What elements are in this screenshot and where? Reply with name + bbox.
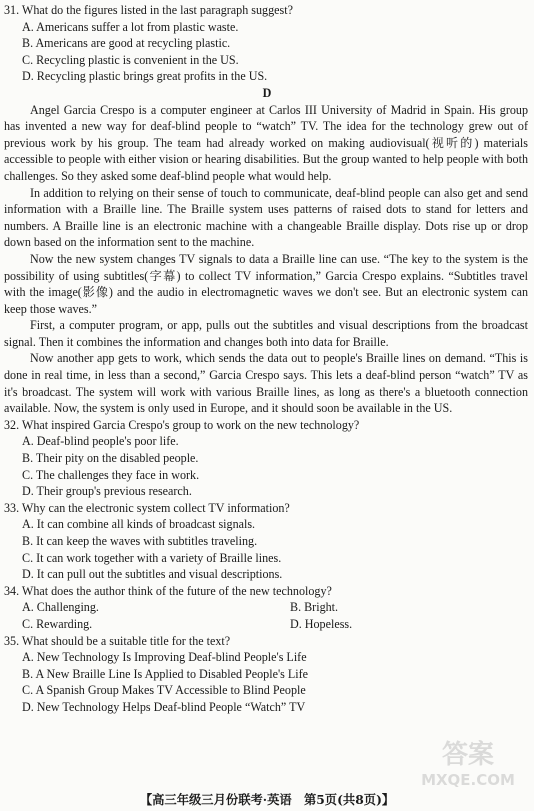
option-32-d: D. Their group's previous research.: [22, 484, 192, 499]
watermark-bottom-text: MXQE.COM: [421, 771, 515, 789]
watermark-logo-icon: [408, 733, 528, 791]
question-35: 35. What should be a suitable title for the text?: [4, 633, 231, 648]
option-33-d: D. It can pull out the subtitles and visual descriptions.: [22, 567, 283, 582]
passage-paragraph-2: In addition to relying on their sense of touch to communicate, deaf-blind people can also get and send information with a Braille line. The Braille system uses patterns of raised dots to stand for letters and numbers. A Braille line is an electronic machine with a changeable Braille display. Dots rise up or drop down based on the information sent to the machine.: [4, 185, 528, 250]
option-32-b: B. Their pity on the disabled people.: [22, 451, 199, 466]
option-33-b: B. It can keep the waves with subtitles traveling.: [22, 534, 258, 548]
option-35-a: A. New Technology Is Improving Deaf-blind People's Life: [22, 650, 307, 665]
section-heading-d: D: [262, 85, 272, 100]
passage-paragraph-5: Now another app gets to work, which sends the data out to people's Braille lines on demand. “This is done in real time, in less than a second,” Garcia Crespo says. This lets a deaf-blind person “watch” TV as it's broadcast. The system will work with various Braille lines, as long as there's a bluetooth connection available. Now, the system is only used in Europe, and it should soon be available in the US.: [4, 351, 528, 416]
option-32-a: A. Deaf-blind people's poor life.: [22, 434, 179, 449]
option-34-d: D. Hopeless.: [290, 616, 353, 631]
option-34-c: C. Rewarding.: [22, 616, 93, 631]
page-footer: 【高三年级三月份联考·英语 第5页(共8页)】: [139, 792, 395, 808]
passage-paragraph-1: Angel Garcia Crespo is a computer engineer at Carlos III University of Madrid in Spain. His group has invented a new way for deaf-blind people to “watch” TV. The idea for the technology grew out of previous work by his group. The team had already worked on making audiovisual(视听的) materials accessible to people with either vision or hearing disabilities. But the group wanted to help people with both challenges. So they asked some deaf-blind people what would help.: [4, 102, 528, 183]
passage-paragraph-3: Now the new system changes TV signals to data a Braille line can use. “The key to the system is the possibility of using subtitles(字幕) to collect TV information,” Garcia Crespo explains. “Subtitles travel with the image(影像) and the audio in electromagnetic waves we don't see. But an electronic system can keep those waves.”: [4, 251, 528, 316]
option-32-c: C. The challenges they face in work.: [22, 467, 200, 482]
option-31-c: C. Recycling plastic is convenient in the US.: [22, 52, 239, 67]
passage-paragraph-4: First, a computer program, or app, pulls out the subtitles and visual descriptions from the broadcast signal. Then it combines the information and changes both into data for Braille.: [4, 318, 528, 349]
option-35-d: D. New Technology Helps Deaf-blind People “Watch” TV: [22, 699, 306, 714]
option-31-d: D. Recycling plastic brings great profits in the US.: [22, 69, 268, 84]
watermark-top-text: 答案: [441, 740, 495, 770]
option-35-b: B. A New Braille Line Is Applied to Disabled People's Life: [22, 666, 308, 681]
question-33: 33. Why can the electronic system collect TV information?: [4, 500, 290, 515]
options-34-row-2: [0, 616, 534, 633]
option-35-c: C. A Spanish Group Makes TV Accessible to Blind People: [22, 683, 306, 698]
option-34-b: B. Bright.: [290, 600, 339, 615]
option-31-a: A. Americans suffer a lot from plastic waste.: [22, 19, 239, 34]
exam-page: [0, 2, 534, 716]
option-34-a: A. Challenging.: [22, 600, 99, 615]
option-33-a: A. It can combine all kinds of broadcast signals.: [22, 517, 256, 532]
question-31: 31. What do the figures listed in the last paragraph suggest?: [4, 3, 293, 17]
watermark-logo: [408, 733, 528, 791]
option-33-c: C. It can work together with a variety of Braille lines.: [22, 550, 282, 565]
question-32: 32. What inspired Garcia Crespo's group to work on the new technology?: [4, 417, 360, 432]
option-31-b: B. Americans are good at recycling plastic.: [22, 36, 231, 51]
options-34-row-1: [0, 599, 534, 616]
question-34: 34. What does the author think of the future of the new technology?: [4, 583, 332, 598]
